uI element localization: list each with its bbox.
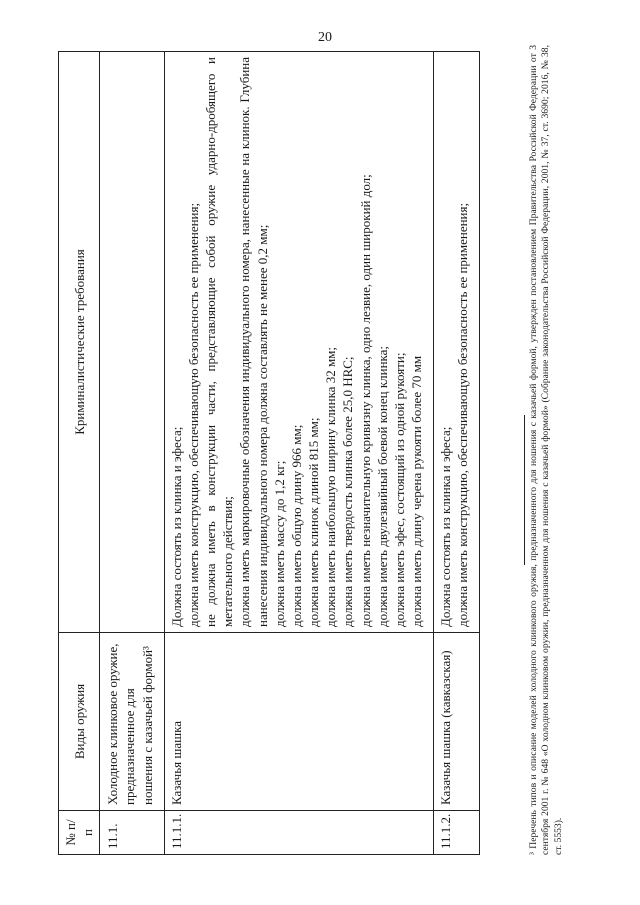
header-weapon-type: Виды оружия (59, 633, 100, 811)
requirement-item: должна иметь маркировочные обозначения индивидуального номера, нанесенные на клинок. Глубина нанесения индивидуального номера должна составлять не менее 0,2 мм; (237, 57, 270, 627)
requirement-item: Должна состоять из клинка и эфеса; (438, 426, 454, 627)
requirement-item: Должна состоять из клинка и эфеса; (168, 426, 184, 627)
table-row (434, 52, 480, 855)
requirement-item: должна иметь двулезвийный боевой конец клинка; (374, 345, 390, 627)
header-number: № п/п (59, 811, 100, 855)
requirement-item: должна иметь наибольшую ширину клинка 32 мм; (323, 346, 339, 627)
footnote-divider (524, 415, 525, 565)
requirement-item: должна иметь твердость клинка более 25,0 HRC; (340, 356, 356, 627)
requirement-item: должна иметь конструкцию, обеспечивающую безопасность ее применения; (185, 202, 201, 627)
section-number: 11.1. (100, 811, 164, 855)
row-weapon-name: Казачья шашка (кавказская) (434, 633, 480, 811)
table-row (164, 52, 433, 855)
requirement-item: должна иметь клинок длиной 815 мм; (306, 417, 322, 627)
requirement-item: должна иметь массу до 1,2 кг; (271, 460, 287, 627)
requirement-item: не должна иметь в конструкции части, представляющие собой оружие ударно-дробящего и метательного действия; (203, 57, 236, 627)
header-requirements: Криминалистические требования (59, 52, 100, 633)
row-requirements (434, 52, 480, 633)
row-weapon-name: Казачья шашка (164, 633, 433, 811)
section-requirements-empty (100, 52, 164, 633)
requirement-item: должна иметь конструкцию, обеспечивающую безопасность ее применения; (455, 202, 471, 627)
requirement-item: должна иметь длину черена рукояти более 70 мм (408, 355, 424, 627)
page-number: 20 (318, 30, 332, 45)
section-title: Холодное клинковое оружие, предназначенное для ношения с казачьей формой³ (100, 633, 164, 811)
row-number: 11.1.1. (164, 811, 433, 855)
requirement-item: должна иметь общую длину 966 мм; (288, 424, 304, 627)
footnote: ³ Перечень типов и описание моделей холодного клинкового оружия, предназначенного для ношения с казачьей формой, утвержден постановлением Правительства Российской Федерации от 3 сентября 2001 г. № 648 «О холодном клинковом оружии, предназначенном для ношения с казачьей формой» (Собрание законодательства Российской Федерации, 2001, № 37, ст. 3690; 2016, № 38, ст. 5553). (528, 45, 564, 855)
table-header-row (59, 52, 100, 855)
row-number: 11.1.2. (434, 811, 480, 855)
row-requirements (164, 52, 433, 633)
section-row (100, 52, 164, 855)
requirements-table (58, 51, 480, 855)
requirement-item: должна иметь эфес, состоящий из одной рукояти; (391, 352, 407, 627)
requirement-item: должна иметь незначительную кривизну клинка, одно лезвие, один широкий дол; (357, 174, 373, 627)
